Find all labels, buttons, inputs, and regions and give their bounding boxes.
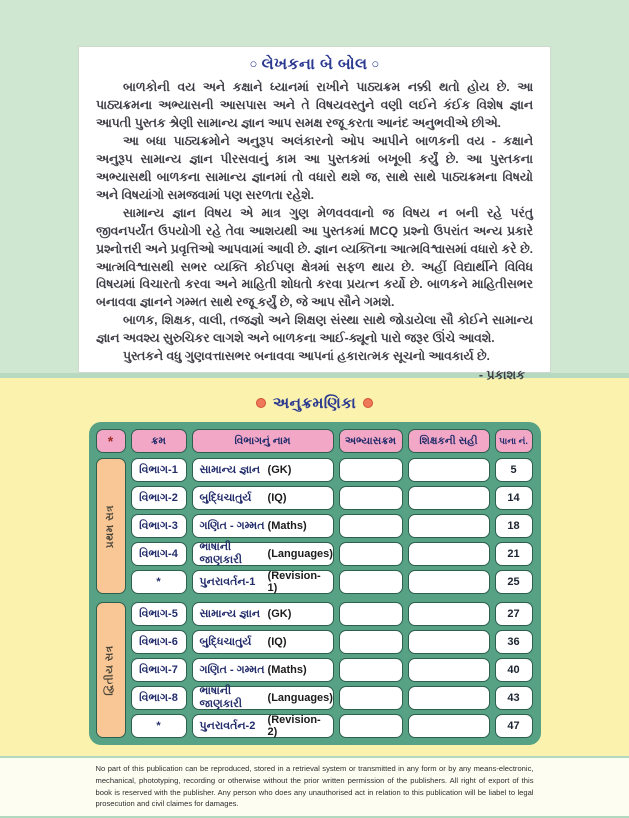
syllabus-cell xyxy=(339,630,403,654)
teacher-signature-cell xyxy=(408,570,490,594)
table-row xyxy=(131,570,534,594)
page-number-cell: 5 xyxy=(495,458,533,482)
section-name-english: (Revision-2) xyxy=(267,714,321,738)
section-number-cell: વિભાગ-5 xyxy=(131,602,187,626)
toc-title-text: અનુક્રમણિકા xyxy=(272,395,357,412)
section-name-cell xyxy=(192,570,334,594)
section-name-cell xyxy=(192,658,334,682)
toc-title xyxy=(0,378,629,413)
header-syllabus-cell: અભ્યાસક્રમ xyxy=(339,429,403,453)
section-number-cell: વિભાગ-7 xyxy=(131,658,187,682)
section-number-cell: વિભાગ-6 xyxy=(131,630,187,654)
teacher-signature-cell xyxy=(408,686,490,710)
section-number-cell: વિભાગ-4 xyxy=(131,542,187,566)
bullet-icon xyxy=(363,398,373,408)
note-paragraph: આ બધા પાઠ્યક્રમોને અનુરૂપ અલંકારનો ઓપ આપીને બાળકની વય - કક્ષાને અનુરૂપ સામાન્ય જ્ઞાન પીરસવાનું કામ આ પુસ્તકમાં બખૂબી કર્યું છે. આ પુસ્તકના અભ્યાસથી બાળકના સામાન્ય જ્ઞાનમાં તો વધારો થશે જ, સાથે સાથે પાઠ્યક્રમના વિષયો અને વિષયાંગો સમજવામાં પણ સરળતા રહેશે. xyxy=(96,133,533,202)
header-page-cell: પાના નં. xyxy=(495,429,533,453)
section-name-english: (Languages) xyxy=(267,692,333,704)
note-paragraph: બાળકોની વય અને કક્ષાને ધ્યાનમાં રાખીને પાઠ્યક્રમ નક્કી થતો હોય છે. આ પાઠ્યક્રમના અભ્યાસની આસપાસ અને તે વિષયવસ્તુને વણી લઈને કંઈક વિશેષ જ્ઞાન આપતી પુસ્તક શ્રેણી સામાન્ય જ્ઞાન આપ સમક્ષ રજૂ કરતા આનંદ અનુભવીએ છીએ. xyxy=(96,80,533,130)
syllabus-cell xyxy=(339,542,403,566)
teacher-signature-cell xyxy=(408,602,490,626)
table-row xyxy=(131,486,534,510)
page-number-cell: 43 xyxy=(495,686,533,710)
table-row xyxy=(131,542,534,566)
page-number-cell: 18 xyxy=(495,514,533,538)
header-signature-cell: શિક્ષકની સહી xyxy=(408,429,490,453)
table-row xyxy=(131,602,534,626)
section-name-english: (Maths) xyxy=(267,664,307,676)
publisher-signature: - પ્રકાશક xyxy=(478,368,525,383)
note-title xyxy=(96,56,533,74)
table-row xyxy=(131,714,534,738)
syllabus-cell xyxy=(339,658,403,682)
term-label: પ્રથમ સત્ર xyxy=(104,504,117,548)
term-label-cell xyxy=(96,458,126,594)
table-row xyxy=(131,686,534,710)
circle-icon: ○ xyxy=(371,56,380,71)
section-number-cell: * xyxy=(131,714,187,738)
section-name-cell xyxy=(192,458,334,482)
section-name-gujarati: પુનરાવર્તન-1 xyxy=(199,575,256,588)
syllabus-cell xyxy=(339,686,403,710)
header-star-cell: * xyxy=(96,429,126,453)
table-row xyxy=(131,630,534,654)
term-label-cell xyxy=(96,602,126,738)
teacher-signature-cell xyxy=(408,542,490,566)
section-name-gujarati: પુનરાવર્તન-2 xyxy=(199,719,256,732)
section-name-english: (IQ) xyxy=(267,492,287,504)
section-name-english: (Revision-1) xyxy=(267,570,321,594)
section-number-cell: વિભાગ-3 xyxy=(131,514,187,538)
section-name-cell xyxy=(192,714,334,738)
teacher-signature-cell xyxy=(408,486,490,510)
section-name-cell xyxy=(192,686,334,710)
publisher-note-section xyxy=(0,0,629,383)
section-name-gujarati: ભાષાની જાણકારી xyxy=(199,685,242,710)
table-row xyxy=(131,658,534,682)
section-name-gujarati: બુદ્ધિચાતુર્ય xyxy=(199,491,252,504)
page-number-cell: 21 xyxy=(495,542,533,566)
page-number-cell: 14 xyxy=(495,486,533,510)
section-name-gujarati: સામાન્ય જ્ઞાન xyxy=(199,463,261,476)
teacher-signature-cell xyxy=(408,630,490,654)
section-name-english: (IQ) xyxy=(267,636,287,648)
page-number-cell: 25 xyxy=(495,570,533,594)
section-name-english: (GK) xyxy=(267,608,292,620)
page-number-cell: 36 xyxy=(495,630,533,654)
section-name-gujarati: ગણિત - ગમ્મત xyxy=(199,519,265,532)
section-name-cell xyxy=(192,486,334,510)
teacher-signature-cell xyxy=(408,458,490,482)
syllabus-cell xyxy=(339,570,403,594)
syllabus-cell xyxy=(339,514,403,538)
copyright-text: No part of this publication can be reproduced, stored in a retrieval system or transmitted in any form or by any means-electronic, mechanical, phototyping, recording or otherwise without the prior written permission of the publishers. All right of export of this book is reserved with the publisher. Any person who does any unauthorised act in relation to this publication will be liabel to legal prosecution and civil claimes for damages. xyxy=(95,764,534,809)
syllabus-cell xyxy=(339,486,403,510)
section-name-cell xyxy=(192,630,334,654)
toc-rows xyxy=(131,458,534,594)
term-label: દ્વિતીય સત્ર xyxy=(104,644,117,696)
note-paragraph: સામાન્ય જ્ઞાન વિષય એ માત્ર ગુણ મેળવવવાનો જ વિષય ન બની રહે પરંતુ જીવનપર્યંત ઉપયોગી રહે તેવા આશયથી આ પુસ્તકમાં MCQ પ્રશ્નો ઉપરાંત અન્ય પ્રકારે પ્રશ્નોત્તરી અને પ્રવૃત્તિઓ આપવામાં આવી છે. જ્ઞાન વ્યક્તિના આત્મવિશ્વાસમાં વધારો કરે છે. આત્મવિશ્વાસથી સભર વ્યક્તિ કોઈપણ ક્ષેત્રમાં સફળ થાય છે. અહીં વિદ્યાર્થીને વિવિધ વિષયમાં વિચારતો કરવા અને માહિતી શોધતો કરવા પ્રયત્ન કર્યો છે. બાળકને માહિતીસભર બનાવવા જ્ઞાનને ગમ્મત સાથે રજૂ કર્યું છે, જે આપ સૌને ગમશે. xyxy=(96,205,533,310)
circle-icon: ○ xyxy=(249,56,258,71)
toc-rows xyxy=(131,602,534,738)
note-paragraph: પુસ્તકને વધુ ગુણવત્તાસભર બનાવવા આપનાં હકારાત્મક સૂચનો આવકાર્ય છે. xyxy=(123,349,490,364)
header-kram-cell: ક્રમ xyxy=(131,429,187,453)
section-number-cell: * xyxy=(131,570,187,594)
toc-section xyxy=(0,378,629,809)
note-paragraph: બાળક, શિક્ષક, વાલી, તજજ્ઞો અને શિક્ષણ સંસ્થા સાથે જોડાયેલા સૌ કોઈને સામાન્ય જ્ઞાન અવશ્ય સુરુચિકર લાગશે અને બાળકના આઈ-ક્યૂનો પારો જરૂર ઊંચે આવશે. xyxy=(96,313,533,346)
note-title-text: લેખકના બે બોલ xyxy=(261,56,368,73)
section-name-gujarati: સામાન્ય જ્ઞાન xyxy=(199,607,261,620)
section-number-cell: વિભાગ-8 xyxy=(131,686,187,710)
section-name-gujarati: બુદ્ધિચાતુર્ય xyxy=(199,635,252,648)
section-name-gujarati: ભાષાની જાણકારી xyxy=(199,541,242,566)
section-name-english: (Maths) xyxy=(267,520,307,532)
teacher-signature-cell xyxy=(408,658,490,682)
section-name-cell xyxy=(192,542,334,566)
section-name-cell xyxy=(192,602,334,626)
toc-table xyxy=(89,422,541,745)
section-number-cell: વિભાગ-2 xyxy=(131,486,187,510)
copyright-strip xyxy=(0,756,629,818)
bullet-icon xyxy=(256,398,266,408)
toc-header-row xyxy=(96,429,534,453)
page-number-cell: 27 xyxy=(495,602,533,626)
page-number-cell: 47 xyxy=(495,714,533,738)
table-row xyxy=(131,514,534,538)
teacher-signature-cell xyxy=(408,714,490,738)
section-number-cell: વિભાગ-1 xyxy=(131,458,187,482)
table-row xyxy=(131,458,534,482)
section-name-cell xyxy=(192,514,334,538)
section-name-english: (GK) xyxy=(267,464,292,476)
syllabus-cell xyxy=(339,458,403,482)
header-name-cell: વિભાગનું નામ xyxy=(192,429,334,453)
publisher-note-card xyxy=(78,46,551,383)
section-name-english: (Languages) xyxy=(267,548,333,560)
syllabus-cell xyxy=(339,602,403,626)
syllabus-cell xyxy=(339,714,403,738)
toc-group-second-term xyxy=(96,602,534,738)
teacher-signature-cell xyxy=(408,514,490,538)
page-number-cell: 40 xyxy=(495,658,533,682)
section-name-gujarati: ગણિત - ગમ્મત xyxy=(199,663,265,676)
toc-group-first-term xyxy=(96,458,534,594)
